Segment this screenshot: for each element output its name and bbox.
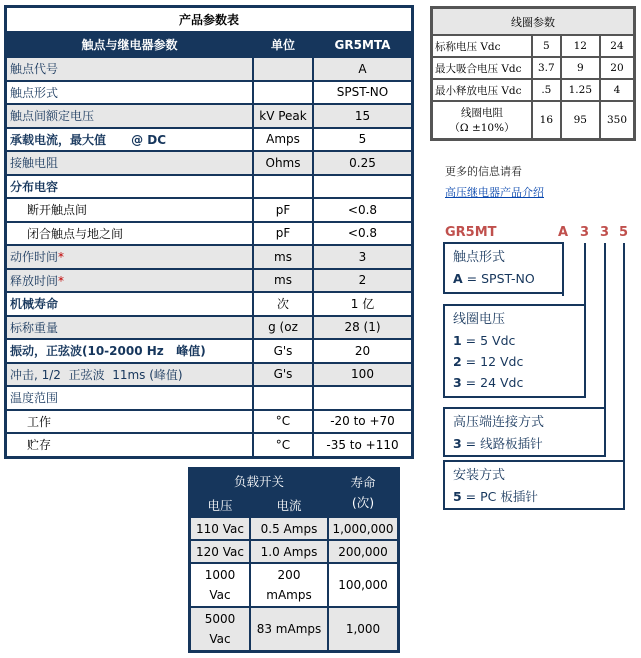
row-label: 振动，正弦波(10-2000 Hz 峰值) bbox=[7, 340, 252, 362]
row-value: A bbox=[314, 58, 411, 80]
hv-connection-box bbox=[443, 407, 606, 457]
life-header: 寿命 bbox=[350, 475, 376, 490]
row-unit: pF bbox=[254, 223, 312, 245]
table-row bbox=[7, 58, 411, 80]
row-label: 闭合触点与地之间 bbox=[7, 223, 252, 245]
table-row bbox=[191, 518, 397, 539]
box-code: A bbox=[453, 271, 463, 286]
table-row bbox=[191, 541, 397, 562]
row-value: 1 亿 bbox=[314, 293, 411, 315]
connector-line bbox=[584, 243, 586, 306]
row-label: 触点形式 bbox=[7, 82, 252, 104]
box-text: = 12 Vdc bbox=[461, 354, 524, 369]
table-row bbox=[7, 176, 411, 198]
row-unit bbox=[254, 176, 312, 198]
current-cell: 0.5 Amps bbox=[251, 518, 327, 539]
box-text: = SPST-NO bbox=[462, 271, 535, 286]
coil-value: 9 bbox=[562, 58, 599, 78]
footnote-star: * bbox=[58, 273, 65, 288]
row-unit: G's bbox=[254, 364, 312, 386]
voltage-unit: Vac bbox=[209, 632, 231, 646]
coil-value: 20 bbox=[601, 58, 633, 78]
table-row bbox=[7, 82, 411, 104]
table-row bbox=[433, 36, 633, 56]
row-unit: ms bbox=[254, 270, 312, 292]
coil-value: 24 bbox=[601, 36, 633, 56]
box-line bbox=[453, 486, 623, 507]
table-row bbox=[433, 80, 633, 100]
life-cell: 1,000 bbox=[329, 608, 397, 650]
more-info-text: 更多的信息请看 bbox=[445, 165, 522, 178]
coil-value: 1.25 bbox=[562, 80, 599, 100]
code-coil: 3 bbox=[580, 225, 590, 240]
table-row bbox=[7, 317, 411, 339]
row-value: 3 bbox=[314, 246, 411, 268]
spec-table bbox=[4, 5, 414, 459]
row-label: 冲击, 1/2 正弦波 11ms (峰值) bbox=[7, 364, 252, 386]
life-header-cell bbox=[329, 470, 397, 516]
row-unit: kV Peak bbox=[254, 105, 312, 127]
model-code: GR5MT bbox=[445, 225, 497, 240]
voltage-value: 1000 bbox=[204, 568, 236, 582]
spec-header-unit: 单位 bbox=[254, 33, 312, 56]
current-header: 电流 bbox=[251, 494, 327, 516]
box-code: 2 bbox=[453, 354, 462, 369]
product-intro-link[interactable]: 高压继电器产品介绍 bbox=[445, 186, 544, 199]
current-cell: 83 mAmps bbox=[251, 608, 327, 650]
coil-label: 标称电压 Vdc bbox=[433, 36, 531, 56]
row-value: -35 to +110 bbox=[314, 434, 411, 456]
box-code: 3 bbox=[453, 436, 462, 451]
box-line bbox=[453, 433, 604, 454]
table-row bbox=[433, 102, 633, 138]
row-value: 100 bbox=[314, 364, 411, 386]
life-cell: 1,000,000 bbox=[329, 518, 397, 539]
coil-label: 最大吸合电压 Vdc bbox=[433, 58, 531, 78]
table-row bbox=[7, 270, 411, 292]
table-row bbox=[7, 411, 411, 433]
box-line bbox=[453, 372, 584, 393]
coil-value: 95 bbox=[562, 102, 599, 138]
coil-value: 3.7 bbox=[533, 58, 560, 78]
load-life-table bbox=[188, 467, 400, 653]
table-row bbox=[191, 564, 397, 606]
coil-label: 最小释放电压 Vdc bbox=[433, 80, 531, 100]
voltage-value: 5000 bbox=[204, 612, 236, 626]
code-hv-connection: 3 bbox=[600, 225, 610, 240]
spec-header-param: 触点与继电器参数 bbox=[7, 33, 252, 56]
row-unit: °C bbox=[254, 411, 312, 433]
life-header-unit: (次) bbox=[351, 495, 375, 510]
box-title: 线圈电压 bbox=[453, 312, 506, 327]
coil-value: 5 bbox=[533, 36, 560, 56]
coil-label-cell bbox=[433, 102, 531, 138]
current-unit: mAmps bbox=[266, 588, 312, 602]
voltage-cell bbox=[191, 608, 249, 650]
table-row bbox=[7, 293, 411, 315]
row-label-cell bbox=[7, 270, 252, 292]
row-label: 触点代号 bbox=[7, 58, 252, 80]
table-row bbox=[7, 364, 411, 386]
row-unit: 次 bbox=[254, 293, 312, 315]
row-unit: pF bbox=[254, 199, 312, 221]
load-switch-header: 负载开关 bbox=[191, 470, 327, 492]
footnote-star: * bbox=[58, 250, 65, 265]
life-cell: 200,000 bbox=[329, 541, 397, 562]
box-line bbox=[453, 330, 584, 351]
voltage-unit: Vac bbox=[209, 588, 231, 602]
table-row bbox=[433, 58, 633, 78]
connector-line bbox=[604, 243, 606, 409]
voltage-cell: 110 Vac bbox=[191, 518, 249, 539]
box-text: = PC 板插针 bbox=[461, 489, 538, 504]
current-cell bbox=[251, 564, 327, 606]
row-label: 接触电阻 bbox=[7, 152, 252, 174]
row-label: 断开触点间 bbox=[7, 199, 252, 221]
row-value: 28 (1) bbox=[314, 317, 411, 339]
row-unit bbox=[254, 82, 312, 104]
row-unit: ms bbox=[254, 246, 312, 268]
row-value: 2 bbox=[314, 270, 411, 292]
row-value: 15 bbox=[314, 105, 411, 127]
row-label-cell bbox=[7, 246, 252, 268]
table-row bbox=[7, 199, 411, 221]
box-code: 3 bbox=[453, 375, 462, 390]
row-unit: g (oz bbox=[254, 317, 312, 339]
coil-title: 线圈参数 bbox=[433, 9, 633, 34]
connector-line bbox=[623, 243, 625, 463]
contact-form-box bbox=[443, 242, 564, 294]
row-unit: Ohms bbox=[254, 152, 312, 174]
row-label: 触点间额定电压 bbox=[7, 105, 252, 127]
box-title: 触点形式 bbox=[453, 250, 506, 265]
table-row bbox=[7, 129, 411, 151]
voltage-cell: 120 Vac bbox=[191, 541, 249, 562]
voltage-header: 电压 bbox=[191, 494, 249, 516]
spec-header-model: GR5MTA bbox=[314, 33, 411, 56]
mounting-box bbox=[443, 460, 625, 510]
code-mounting: 5 bbox=[619, 225, 629, 240]
box-code: 1 bbox=[453, 333, 462, 348]
row-label: 动作时间 bbox=[10, 250, 59, 265]
row-unit: °C bbox=[254, 434, 312, 456]
row-label: 释放时间 bbox=[10, 273, 59, 288]
table-row bbox=[191, 608, 397, 650]
row-unit bbox=[254, 387, 312, 409]
coil-table bbox=[430, 6, 636, 141]
coil-value: 4 bbox=[601, 80, 633, 100]
code-contact: A bbox=[558, 225, 569, 240]
box-line bbox=[453, 268, 562, 289]
row-label: 标称重量 bbox=[7, 317, 252, 339]
coil-value: 12 bbox=[562, 36, 599, 56]
row-label: 承载电流，最大值 @ DC bbox=[7, 129, 252, 151]
row-unit: G's bbox=[254, 340, 312, 362]
coil-label: 线圈电阻 bbox=[461, 107, 503, 119]
box-line bbox=[453, 351, 584, 372]
current-value: 200 bbox=[277, 568, 301, 582]
box-title: 高压端连接方式 bbox=[453, 415, 545, 430]
box-code: 5 bbox=[453, 489, 462, 504]
row-value: -20 to +70 bbox=[314, 411, 411, 433]
coil-voltage-box bbox=[443, 304, 586, 398]
row-value: SPST-NO bbox=[314, 82, 411, 104]
row-unit: Amps bbox=[254, 129, 312, 151]
table-row bbox=[7, 105, 411, 127]
table-row bbox=[7, 152, 411, 174]
table-row bbox=[7, 223, 411, 245]
row-label: 贮存 bbox=[7, 434, 252, 456]
voltage-cell bbox=[191, 564, 249, 606]
box-text: = 线路板插针 bbox=[461, 436, 543, 451]
coil-value: 16 bbox=[533, 102, 560, 138]
box-text: = 5 Vdc bbox=[461, 333, 516, 348]
row-value: <0.8 bbox=[314, 223, 411, 245]
box-title: 安装方式 bbox=[453, 468, 506, 483]
table-row bbox=[7, 387, 411, 409]
row-label: 温度范围 bbox=[7, 387, 252, 409]
box-text: = 24 Vdc bbox=[461, 375, 524, 390]
row-value bbox=[314, 387, 411, 409]
coil-label-sub: （Ω ±10%） bbox=[449, 122, 515, 134]
row-label: 机械寿命 bbox=[7, 293, 252, 315]
row-label: 分布电容 bbox=[7, 176, 252, 198]
coil-value: .5 bbox=[533, 80, 560, 100]
row-value: <0.8 bbox=[314, 199, 411, 221]
table-row bbox=[7, 340, 411, 362]
row-value: 20 bbox=[314, 340, 411, 362]
current-cell: 1.0 Amps bbox=[251, 541, 327, 562]
row-label: 工作 bbox=[7, 411, 252, 433]
coil-value: 350 bbox=[601, 102, 633, 138]
table-row bbox=[7, 434, 411, 456]
spec-title: 产品参数表 bbox=[7, 8, 411, 31]
table-row bbox=[7, 246, 411, 268]
row-unit bbox=[254, 58, 312, 80]
row-value bbox=[314, 176, 411, 198]
life-cell: 100,000 bbox=[329, 564, 397, 606]
row-value: 0.25 bbox=[314, 152, 411, 174]
row-value: 5 bbox=[314, 129, 411, 151]
